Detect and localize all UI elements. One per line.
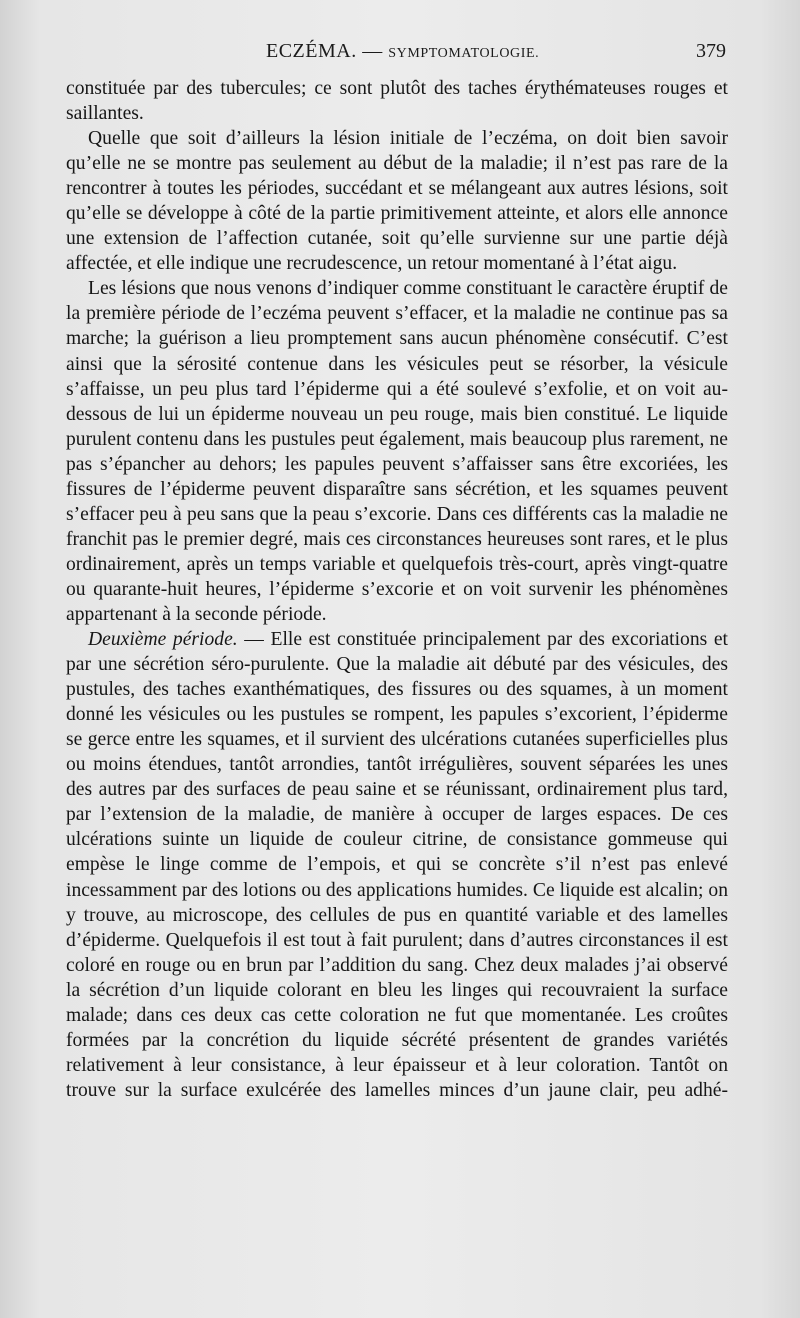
page-number: 379 <box>696 40 726 62</box>
paragraph-deuxieme-periode <box>66 627 728 1103</box>
paragraph: Quelle que soit d’ailleurs la lésion initiale de l’eczéma, on doit bien savoir qu’elle ne se montre pas seulement au début de la maladie; il n’est pas rare de la rencontrer à toutes les périodes, succédant et se mélangeant aux autres lésions, soit qu’elle se développe à côté de la partie primitivement atteinte, et alors elle annonce une extension de l’affection cutanée, soit qu’elle survienne sur une partie déjà affectée, et elle indique une recrudescence, un retour momentané à l’état aigu. <box>66 128 728 275</box>
running-head-title: ECZÉMA. <box>266 40 357 62</box>
body-text <box>66 76 728 1103</box>
paragraph-continued: constituée par des tubercules; ce sont plutôt des taches érythémateuses rouges et saillantes. <box>66 78 728 125</box>
paragraph: Les lésions que nous venons d’indiquer comme constituant le caractère éruptif de la première période de l’eczéma peuvent s’effacer, et la maladie ne continue pas sa marche; la guérison a lieu promptement sans aucun phénomène consécutif. C’est ainsi que la sérosité contenue dans les vésicules peut se résorber, la vésicule s’affaisse, un peu plus tard l’épiderme qui a été soulevé s’exfolie, et on voit au-dessous de lui un épiderme nouveau un peu rouge, mais bien constitué. Le liquide purulent contenu dans les pustules peut également, mais beaucoup plus rarement, ne pas s’épancher au dehors; les papules peuvent s’affaisser sans être excoriées, les fissures de l’épiderme peuvent disparaître sans sécrétion, et les squames peuvent s’effacer peu à peu sans que la peau s’excorie. Dans ces différents cas la maladie ne franchit pas le premier degré, mais ces circonstances heureuses sont rares, et le plus ordinairement, après un temps variable et quelquefois très-court, après vingt-quatre ou quarante-huit heures, l’épiderme s’excorie et on voit survenir les phénomènes appartenant à la seconde période. <box>66 278 728 625</box>
page-header <box>66 40 728 68</box>
paragraph-text: — Elle est constituée principalement par des excoriations et par une sécrétion séro-purulente. Que la maladie ait débuté par des vésicules, des pustules, des taches exanthématiques, des fissures ou des squames, à un moment donné les vésicules ou les pustules se rompent, les papules s’excorient, l’épiderme se gerce entre les squames, et il survient des ulcérations cutanées superficielles plus ou moins étendues, tantôt arrondies, tantôt irrégulières, souvent séparées les unes des autres par des surfaces de peau saine et se réunissant, ordinairement plus tard, par l’extension de la maladie, de manière à occuper de larges espaces. De ces ulcérations suinte un liquide de couleur citrine, de consistance gommeuse qui empèse le linge comme de l’empois, et qui se concrète s’il n’est pas enlevé incessamment par des lotions ou des applications humides. Ce liquide est alcalin; on y trouve, au microscope, des cellules de pus en quantité variable et des lamelles d’épiderme. Quelquefois il est tout à fait purulent; dans d’autres circonstances il est coloré en rouge ou en brun par l’addition du sang. Chez deux malades j’ai observé la sécrétion d’un liquide colorant en bleu les linges qui recouvraient la surface malade; dans ces deux cas cette coloration ne fut que momentanée. Les croûtes formées par la concrétion du liquide sécrété présentent de grandes variétés relativement à leur consistance, à leur épaisseur et à leur coloration. Tantôt on trouve sur la surface exulcérée des lamelles minces d’un jaune clair, peu adhé- <box>66 629 728 1101</box>
running-head-subtitle: SYMPTOMATOLOGIE. <box>388 46 540 61</box>
running-head-dash: — <box>356 40 389 62</box>
running-head <box>266 40 539 63</box>
section-heading: Deuxième période. <box>88 629 238 651</box>
